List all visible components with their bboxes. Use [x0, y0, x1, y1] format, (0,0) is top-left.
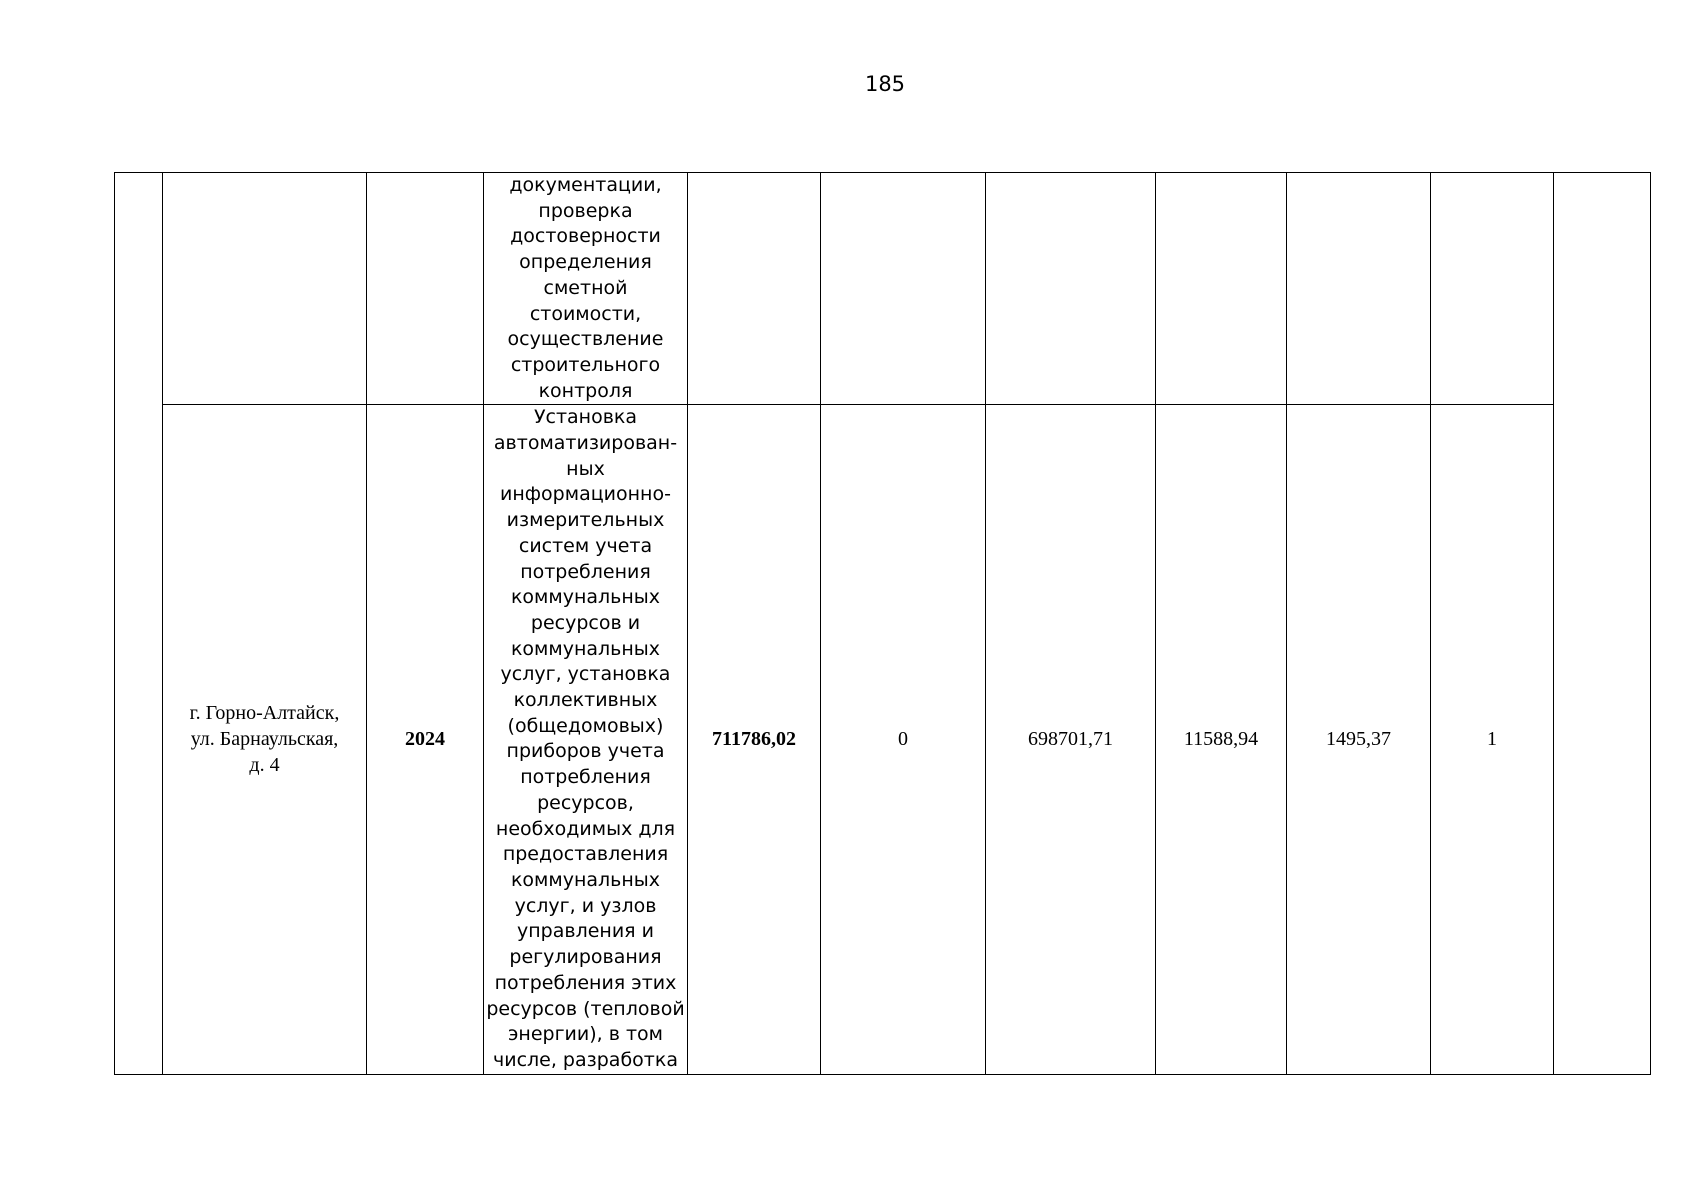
address-cell: г. Горно-Алтайск, ул. Барнаульская, д. 4: [163, 405, 367, 1074]
federal-cell: [986, 173, 1156, 405]
last-column-cell: [1554, 173, 1651, 1075]
year-cell: [367, 173, 484, 405]
fund-cell: [821, 173, 986, 405]
year-cell: 2024: [367, 405, 484, 1074]
work-type-cell: Установка автоматизирован- ных информационно- измерительных систем учета потребления коммунальных ресурсов и коммунальных услуг, установка коллективных (общедомовых) приборов учета потребления ресурсов, необходимых для предоставления коммунальных услуг, и узлов управления и регулирования потребления этих ресурсов (тепловой энергии), в том числе, разработка: [484, 405, 688, 1074]
total-cost-cell: [688, 173, 821, 405]
address-cell: [163, 173, 367, 405]
work-type-cell: документации, проверка достоверности определения сметной стоимости, осуществление строительного контроля: [484, 173, 688, 405]
regional-cell: 11588,94: [1156, 405, 1287, 1074]
local-cell: 1495,37: [1287, 405, 1431, 1074]
owners-cell: 1: [1431, 405, 1554, 1074]
local-cell: [1287, 173, 1431, 405]
table-row: [115, 173, 1651, 405]
total-cost-cell: 711786,02: [688, 405, 821, 1074]
federal-cell: 698701,71: [986, 405, 1156, 1074]
regional-cell: [1156, 173, 1287, 405]
page-number: 185: [864, 72, 906, 96]
owners-cell: [1431, 173, 1554, 405]
fund-cell: 0: [821, 405, 986, 1074]
works-table: [114, 172, 1651, 1075]
table-row: [115, 405, 1651, 1074]
row-number-cell: [115, 173, 163, 1075]
